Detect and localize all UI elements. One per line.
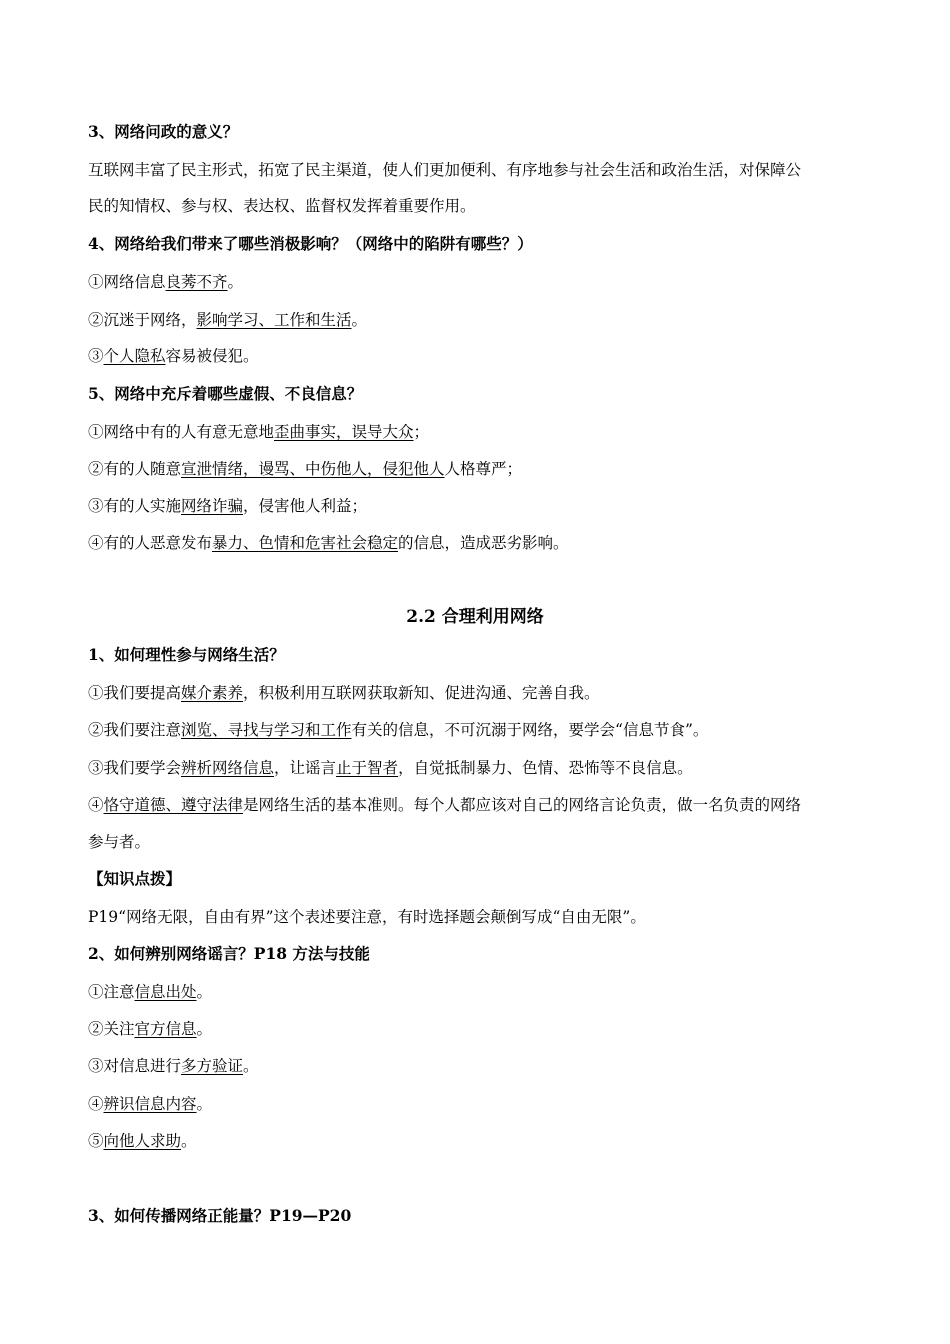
question-3-title: 3、网络问政的意义？ (88, 122, 239, 141)
section-2-question-2-item-5: ⑤向他人求助。 (88, 1132, 197, 1150)
section-2-question-2-item-3: ③对信息进行多方验证。 (88, 1057, 259, 1075)
section-2-question-2-title: 2、如何辨别网络谣言？P18 方法与技能 (88, 944, 370, 963)
key-phrase: 影响学习、工作和生活 (196, 311, 352, 329)
question-5-item-1: ①网络中有的人有意无意地歪曲事实，误导大众； (88, 423, 430, 441)
key-phrase: 止于智者 (336, 759, 399, 777)
question-4-item-1: ①网络信息良莠不齐。 (88, 273, 244, 291)
section-2-question-1-item-1: ①我们要提高媒介素养，积极利用互联网获取新知、促进沟通、完善自我。 (88, 684, 600, 702)
key-phrase: 网络诈骗 (181, 497, 244, 515)
knowledge-tip-title: 【知识点拨】 (88, 869, 182, 888)
question-3-answer-line-1: 互联网丰富了民主形式，拓宽了民主渠道，使人们更加便利、有序地参与社会生活和政治生活，对保障公 (88, 161, 802, 179)
question-5-title: 5、网络中充斥着哪些虚假、不良信息？ (88, 384, 363, 403)
section-2-question-3-title: 3、如何传播网络正能量？P19—P20 (88, 1206, 352, 1225)
section-2-question-1-item-2: ②我们要注意浏览、寻找与学习和工作有关的信息，不可沉溺于网络，要学会“信息节食”。 (88, 721, 709, 739)
question-3-answer-line-2: 民的知情权、参与权、表达权、监督权发挥着重要作用。 (88, 197, 476, 215)
section-2-question-1-title: 1、如何理性参与网络生活？ (88, 645, 285, 664)
section-2-question-2-item-2: ②关注官方信息。 (88, 1020, 213, 1038)
section-2-question-2-item-4: ④辨识信息内容。 (88, 1095, 213, 1113)
section-2-question-1-item-4-continued: 参与者。 (88, 833, 151, 851)
question-4-title: 4、网络给我们带来了哪些消极影响？（网络中的陷阱有哪些？） (88, 234, 533, 253)
section-2-question-1-item-4: ④恪守道德、遵守法律是网络生活的基本准则。每个人都应该对自己的网络言论负责，做一名负责的网络 (88, 796, 802, 814)
key-phrase: 歪曲事实，误导大众 (274, 423, 414, 441)
key-phrase: 信息出处 (134, 983, 197, 1001)
key-phrase: 辨析网络信息 (181, 759, 275, 777)
key-phrase: 个人隐私 (103, 347, 166, 365)
section-2-question-2-item-1: ①注意信息出处。 (88, 983, 213, 1001)
key-phrase: 暴力、色情和危害社会稳定 (212, 534, 399, 552)
key-phrase: 官方信息 (134, 1020, 197, 1038)
question-5-item-3: ③有的人实施网络诈骗，侵害他人利益； (88, 497, 368, 515)
key-phrase: 媒介素养 (181, 684, 244, 702)
key-phrase: 浏览、寻找与学习和工作 (181, 721, 352, 739)
key-phrase: 向他人求助 (103, 1132, 182, 1150)
section-2-question-1-item-3: ③我们要学会辨析网络信息，让谣言止于智者，自觉抵制暴力、色情、恐怖等不良信息。 (88, 759, 693, 777)
section-title: 2.2 合理利用网络 (406, 607, 544, 627)
key-phrase: 多方验证 (181, 1057, 244, 1075)
key-phrase: 良莠不齐 (165, 273, 228, 291)
key-phrase: 宣泄情绪，谩骂、中伤他人，侵犯他人 (181, 460, 445, 478)
knowledge-tip-text: P19“网络无限，自由有界”这个表述要注意，有时选择题会颠倒写成“自由无限”。 (88, 908, 646, 926)
question-5-item-4: ④有的人恶意发布暴力、色情和危害社会稳定的信息，造成恶劣影响。 (88, 534, 569, 552)
key-phrase: 辨识信息内容 (103, 1095, 197, 1113)
key-phrase: 恪守道德、遵守法律 (103, 796, 244, 814)
question-4-item-2: ②沉迷于网络，影响学习、工作和生活。 (88, 311, 368, 329)
question-4-item-3: ③个人隐私容易被侵犯。 (88, 347, 259, 365)
question-5-item-2: ②有的人随意宣泄情绪，谩骂、中伤他人，侵犯他人人格尊严； (88, 460, 523, 478)
